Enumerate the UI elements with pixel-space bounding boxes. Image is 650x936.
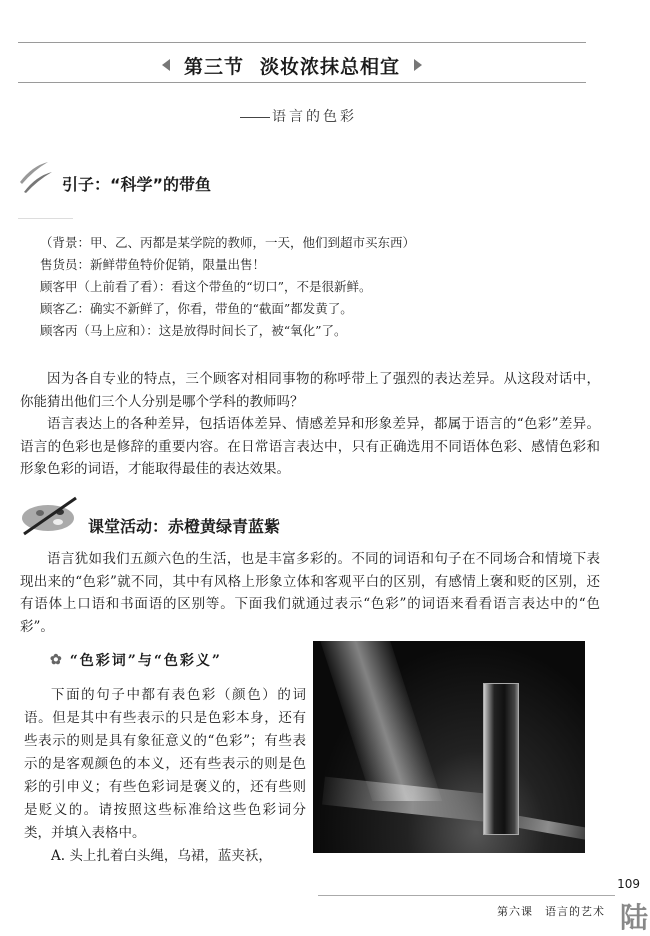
dialog-line: 顾客甲（上前看了看）：看这个带鱼的“切口”，不是很新鲜。 (40, 279, 372, 294)
item-a: A. 头上扎着白头绳，乌裙，蓝夹袄， (51, 848, 272, 864)
sub-heading (50, 650, 222, 670)
flower-icon: ✿ (50, 652, 64, 668)
unit-glyph: 陆 (620, 901, 649, 934)
footer-rule (318, 895, 615, 896)
prism-light-photo (313, 641, 585, 853)
paragraph: 语言表达上的各种差异，包括语体差异、情感差异和形象差异，都属于语言的“色彩”差异。语言的色彩也是修辞的重要内容。在日常语言表达中，只有正确选用不同语体色彩、感情色彩和形象色彩的词语，才能取得最佳的表达效果。 (20, 416, 600, 477)
dialog-line: 售货员：新鲜带鱼特价促销，限量出售！ (40, 257, 266, 272)
footer-lesson: 第六课 语言的艺术 (497, 905, 605, 918)
intro-heading: 引子：“科学”的带鱼 (62, 175, 212, 194)
triangle-right-icon (414, 59, 422, 71)
activity-paragraph-block (20, 548, 600, 638)
sub-paragraph-block (24, 684, 306, 868)
section-name: 淡妆浓抹总相宜 (260, 55, 401, 78)
paragraph: 下面的句子中都有表色彩（颜色）的词语。但是其中有些表示的只是色彩本身，还有些表示的则是具有象征意义的“色彩”；有些表示的是客观颜色的本义，还有些表示的则是色彩的引申义；有些色彩词是褒义的，还有些则是贬义的。请按照这些标准给这些色彩词分类，并填入表格中。 (24, 687, 306, 841)
intro-underline (18, 218, 73, 219)
subtitle-text: 语言的色彩 (272, 109, 357, 125)
section-title-row (0, 52, 584, 78)
section-label: 第三节 (183, 55, 244, 78)
sub-heading-text: “色彩词”与“色彩义” (69, 653, 222, 669)
activity-heading: 课堂活动：赤橙黄绿青蓝紫 (88, 517, 281, 536)
section-title (184, 52, 400, 79)
subtitle (240, 106, 357, 126)
brush-stroke-icon (18, 160, 54, 194)
intro-paragraphs (20, 368, 600, 481)
top-rule (18, 42, 586, 43)
paragraph: 因为各自专业的特点，三个顾客对相同事物的称呼带上了强烈的表达差异。从这段对话中，你能猜出他们三个人分别是哪个学科的教师吗？ (20, 371, 600, 410)
prism (483, 683, 519, 835)
dialog-line: （背景：甲、乙、丙都是某学院的教师，一天，他们到超市买东西） (40, 235, 416, 250)
paint-palette-icon (18, 496, 82, 536)
dialog-line: 顾客乙：确实不新鲜了，你看，带鱼的“截面”都发黄了。 (40, 301, 353, 316)
title-bottom-rule (18, 82, 586, 83)
paragraph: 语言犹如我们五颜六色的生活，也是丰富多彩的。不同的词语和句子在不同场合和情境下表现出来的“色彩”就不同，其中有风格上形象立体和客观平白的区别，有感情上褒和贬的区别，还有语体上口语和书面语的区别等。下面我们就通过表示“色彩”的词语来看看语言表达中的“色彩”。 (20, 551, 600, 635)
triangle-left-icon (162, 59, 170, 71)
dialog-block (40, 232, 415, 342)
dialog-line: 顾客丙（马上应和）：这是放得时间长了，被“氧化”了。 (40, 323, 347, 338)
page-number: 109 (617, 877, 640, 891)
